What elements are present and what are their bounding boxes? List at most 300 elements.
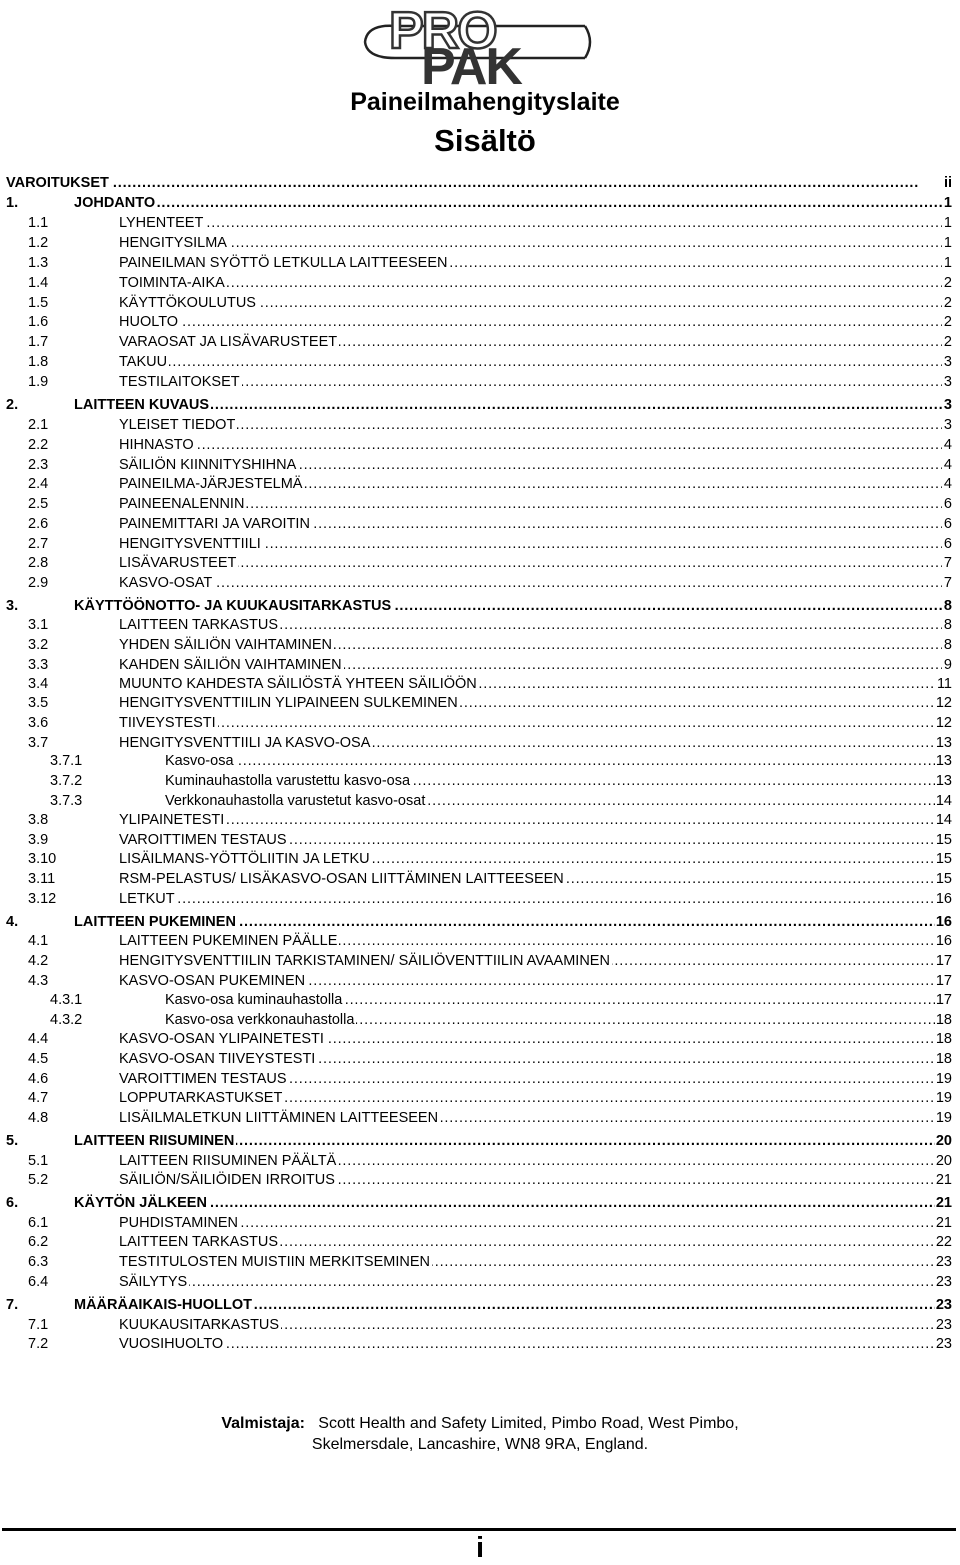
- toc-entry-title-text: YHDEN SÄILIÖN VAIHTAMINEN: [119, 637, 332, 653]
- toc-entry-title: [74, 396, 942, 415]
- toc-entry-title-text: Kasvo-osa kuminauhastolla: [165, 992, 343, 1008]
- toc-entry-title: [119, 1253, 942, 1272]
- toc-entry[interactable]: [0, 214, 960, 233]
- toc-entry[interactable]: [0, 616, 960, 635]
- toc-entry[interactable]: [0, 734, 960, 753]
- toc-entry[interactable]: [0, 792, 960, 811]
- toc-entry[interactable]: [0, 1089, 960, 1108]
- toc-entry-title: [119, 831, 942, 850]
- toc-entry-title: [119, 313, 942, 332]
- toc-entry-title-text: TOIMINTA-AIKA: [119, 275, 225, 291]
- toc-entry-title-text: TIIVEYSTESTI: [119, 715, 216, 731]
- toc-entry-number: 4.6: [28, 1071, 49, 1087]
- toc-entry-title-text: KÄYTTÖÖNOTTO- JA KUUKAUSITARKASTUS: [74, 598, 392, 614]
- toc-entry-number: 1.5: [28, 295, 49, 311]
- toc-entry-page: 18: [935, 1031, 952, 1047]
- toc-entry[interactable]: [0, 274, 960, 293]
- toc-entry-number: 1.: [6, 195, 19, 211]
- toc-entry-page: 8: [943, 617, 952, 633]
- toc-entry[interactable]: [0, 1273, 960, 1292]
- page-number: i: [475, 1532, 485, 1564]
- toc-entry-page: 2: [943, 314, 952, 330]
- toc-entry[interactable]: [0, 597, 960, 616]
- toc-entry[interactable]: [0, 831, 960, 850]
- toc-entry-number: 1.1: [28, 215, 49, 231]
- toc-entry-title: [165, 772, 942, 791]
- toc-entry-title-text: KASVO-OSAT: [119, 575, 213, 591]
- toc-entry-page: 21: [935, 1172, 952, 1188]
- toc-entry-number: 1.6: [28, 314, 49, 330]
- toc-entry-page: 21: [935, 1215, 952, 1231]
- toc-entry-number: 1.8: [28, 354, 49, 370]
- toc-entry-title-text: VAROITTIMEN TESTAUS: [119, 832, 287, 848]
- toc-entry[interactable]: [0, 714, 960, 733]
- toc-entry[interactable]: [0, 554, 960, 573]
- toc-entry-page: 3: [943, 397, 952, 413]
- toc-entry-title: [119, 890, 942, 909]
- toc-entry-page: 19: [935, 1090, 952, 1106]
- toc-entry-title: [119, 1152, 942, 1171]
- manufacturer-info: [0, 1413, 960, 1455]
- toc-entry-title-text: HUOLTO: [119, 314, 179, 330]
- toc-entry-page: 20: [935, 1153, 952, 1169]
- toc-entry-title: [119, 274, 942, 293]
- toc-entry-page: 15: [935, 871, 952, 887]
- toc-entry-page: 16: [935, 891, 952, 907]
- toc-entry-page: 15: [935, 832, 952, 848]
- toc-entry-number: 1.2: [28, 235, 49, 251]
- toc-entry[interactable]: [0, 675, 960, 694]
- toc-entry[interactable]: [0, 174, 960, 193]
- toc-entry-title: [119, 234, 942, 253]
- toc-entry-page: 4: [943, 437, 952, 453]
- toc-entry-page: 20: [935, 1133, 952, 1149]
- toc-entry-title: [119, 811, 942, 830]
- toc-entry[interactable]: [0, 234, 960, 253]
- toc-entry[interactable]: [0, 991, 960, 1010]
- toc-entry-number: 4.4: [28, 1031, 49, 1047]
- toc-entry[interactable]: [0, 333, 960, 352]
- toc-entry-title-text: HENGITYSVENTTIILI: [119, 536, 261, 552]
- toc-entry-number: 2.2: [28, 437, 49, 453]
- toc-entry-page: 11: [936, 676, 952, 692]
- toc-entry-page: 23: [935, 1254, 952, 1270]
- toc-entry-page: 1: [943, 195, 952, 211]
- toc-entry-title: [119, 574, 942, 593]
- toc-entry-title: [119, 495, 942, 514]
- toc-entry-title: [119, 535, 942, 554]
- toc-entry-number: 6.3: [28, 1254, 49, 1270]
- toc-entry-number: 1.9: [28, 374, 49, 390]
- toc-entry-page: 6: [943, 536, 952, 552]
- toc-entry[interactable]: [0, 1296, 960, 1315]
- toc-entry-title-text: LETKUT: [119, 891, 175, 907]
- toc-entry[interactable]: [0, 811, 960, 830]
- toc-entry-page: 23: [935, 1274, 952, 1290]
- toc-entry-title-text: SÄILIÖN/SÄILIÖIDEN IRROITUS: [119, 1172, 335, 1188]
- toc-entry-title: [119, 972, 942, 991]
- toc-entry-title-text: HENGITYSVENTTIILI JA KASVO-OSA: [119, 735, 371, 751]
- toc-entry-page: 17: [935, 992, 952, 1008]
- toc-entry-title-text: PUHDISTAMINEN: [119, 1215, 238, 1231]
- toc-entry-page: 12: [935, 695, 952, 711]
- toc-entry-number: 1.4: [28, 275, 49, 291]
- toc-entry-page: 13: [935, 753, 952, 769]
- toc-entry[interactable]: [0, 932, 960, 951]
- toc-entry-page: 15: [935, 851, 952, 867]
- toc-entry-number: 2.: [6, 397, 19, 413]
- toc-entry-page: 23: [935, 1317, 952, 1333]
- toc-entry-title-text: MUUNTO KAHDESTA SÄILIÖSTÄ YHTEEN SÄILIÖÖN: [119, 676, 477, 692]
- toc-entry-page: 1: [943, 235, 952, 251]
- toc-entry-title-text: KUUKAUSITARKASTUS: [119, 1317, 280, 1333]
- toc-entry-title-text: LAITTEEN KUVAUS: [74, 397, 210, 413]
- toc-entry-title-text: KAHDEN SÄILIÖN VAIHTAMINEN: [119, 657, 342, 673]
- toc-entry-title-text: KASVO-OSAN TIIVEYSTESTI: [119, 1051, 316, 1067]
- toc-entry-number: 3.6: [28, 715, 49, 731]
- toc-entry[interactable]: [0, 1233, 960, 1252]
- toc-entry-title: [119, 1089, 942, 1108]
- toc-entry-title: [119, 1171, 942, 1190]
- toc-entry[interactable]: [0, 373, 960, 392]
- toc-entry-title-text: LAITTEEN PUKEMINEN: [74, 914, 236, 930]
- toc-entry-title: [119, 294, 942, 313]
- toc-entry-number: 4.7: [28, 1090, 49, 1106]
- toc-entry-title-text: VUOSIHUOLTO: [119, 1336, 224, 1352]
- toc-entry-title-text: YLEISET TIEDOT: [119, 417, 236, 433]
- toc-entry-title: [119, 694, 942, 713]
- toc-entry-title: [74, 1194, 942, 1213]
- toc-entry-title: [74, 194, 942, 213]
- toc-entry-page: 18: [935, 1051, 952, 1067]
- toc-entry-page: 19: [935, 1071, 952, 1087]
- toc-entry[interactable]: [0, 1171, 960, 1190]
- toc-entry-number: 2.1: [28, 417, 49, 433]
- toc-entry-page: 17: [935, 973, 952, 989]
- toc-entry-number: 6.4: [28, 1274, 49, 1290]
- toc-entry-title-text: YLIPAINETESTI: [119, 812, 225, 828]
- toc-entry-title-text: LOPPUTARKASTUKSET: [119, 1090, 283, 1106]
- toc-entry[interactable]: [0, 1152, 960, 1171]
- toc-entry-number: 4.3: [28, 973, 49, 989]
- toc-entry-title: [119, 373, 942, 392]
- manufacturer-address-line1: Scott Health and Safety Limited, Pimbo Road, West Pimbo,: [318, 1415, 739, 1432]
- toc-entry-title-text: LAITTEEN PUKEMINEN PÄÄLLE: [119, 933, 338, 949]
- manufacturer-label: Valmistaja:: [221, 1415, 305, 1432]
- toc-entry-page: 4: [943, 476, 952, 492]
- toc-entry-title-text: JOHDANTO: [74, 195, 156, 211]
- toc-entry-title: [119, 554, 942, 573]
- toc-entry-title: [74, 1132, 942, 1151]
- toc-entry-number: 4.: [6, 914, 19, 930]
- toc-entry[interactable]: [0, 1050, 960, 1069]
- toc-entry-number: 3.10: [28, 851, 57, 867]
- toc-entry[interactable]: [0, 353, 960, 372]
- toc-entry-title-text: MÄÄRÄAIKAIS-HUOLLOT: [74, 1297, 253, 1313]
- toc-entry[interactable]: [0, 1132, 960, 1151]
- toc-entry-title: [119, 1273, 942, 1292]
- toc-entry-title: [119, 616, 942, 635]
- toc-entry-title-text: RSM-PELASTUS/ LISÄKASVO-OSAN LIITTÄMINEN LAITTEESEEN: [119, 871, 564, 887]
- toc-entry-title: [119, 714, 942, 733]
- toc-entry-page: 1: [943, 215, 952, 231]
- toc-entry[interactable]: [0, 456, 960, 475]
- toc-entry[interactable]: [0, 850, 960, 869]
- toc-entry-page: 6: [943, 516, 952, 532]
- toc-entry-page: 3: [943, 354, 952, 370]
- toc-entry[interactable]: [0, 1214, 960, 1233]
- toc-entry-number: 7.: [6, 1297, 19, 1313]
- toc-entry[interactable]: [0, 1335, 960, 1354]
- toc-entry-number: 6.: [6, 1195, 19, 1211]
- toc-entry-title: [119, 353, 942, 372]
- toc-entry[interactable]: [0, 535, 960, 554]
- document-title: Paineilmahengityslaite: [350, 88, 620, 116]
- toc-entry-title-text: LYHENTEET: [119, 215, 204, 231]
- toc-entry-page: 14: [935, 812, 952, 828]
- toc-entry-title: [119, 416, 942, 435]
- toc-entry-page: 17: [935, 953, 952, 969]
- toc-entry-page: 23: [935, 1336, 952, 1352]
- toc-entry-page: 12: [935, 715, 952, 731]
- toc-entry-title-text: TESTITULOSTEN MUISTIIN MERKITSEMINEN: [119, 1254, 430, 1270]
- toc-entry-page: 16: [935, 933, 952, 949]
- toc-entry-title: [119, 656, 942, 675]
- toc-entry-page: 13: [935, 773, 952, 789]
- toc-entry-number: 2.5: [28, 496, 49, 512]
- toc-entry-page: 23: [935, 1297, 952, 1313]
- toc-entry-title-text: TAKUU: [119, 354, 168, 370]
- toc-entry-title: [119, 1050, 942, 1069]
- toc-entry[interactable]: [0, 574, 960, 593]
- toc-entry-title-text: LISÄILMANS-YÖTTÖLIITIN JA LETKU: [119, 851, 370, 867]
- toc-entry-title: [119, 515, 942, 534]
- toc-entry[interactable]: [0, 752, 960, 771]
- toc-entry-number: 3.3: [28, 657, 49, 673]
- toc-entry[interactable]: [0, 1253, 960, 1272]
- toc-entry-title: [6, 174, 942, 193]
- toc-entry-title: [74, 913, 942, 932]
- toc-entry-page: 18: [935, 1012, 952, 1028]
- toc-entry-title-text: KÄYTÖN JÄLKEEN: [74, 1195, 207, 1211]
- toc-entry-number: 3.: [6, 598, 19, 614]
- toc-entry-title-text: VARAOSAT JA LISÄVARUSTEET: [119, 334, 338, 350]
- toc-entry[interactable]: [0, 515, 960, 534]
- toc-entry[interactable]: [0, 972, 960, 991]
- toc-entry-number: 1.3: [28, 255, 49, 271]
- toc-entry-number: 2.4: [28, 476, 49, 492]
- toc-entry-number: 5.: [6, 1133, 19, 1149]
- toc-entry-page: 2: [943, 334, 952, 350]
- toc-entry[interactable]: [0, 416, 960, 435]
- toc-entry-page: 3: [943, 417, 952, 433]
- toc-entry-title: [119, 734, 942, 753]
- toc-entry[interactable]: [0, 952, 960, 971]
- toc-entry-title-text: KASVO-OSAN YLIPAINETESTI: [119, 1031, 324, 1047]
- toc-entry-number: 4.5: [28, 1051, 49, 1067]
- toc-entry-title-text: VAROITUKSET: [6, 175, 109, 191]
- toc-entry[interactable]: [0, 694, 960, 713]
- toc-entry-number: 3.5: [28, 695, 49, 711]
- toc-entry-number: 3.7.1: [50, 753, 83, 769]
- toc-entry-title-text: VAROITTIMEN TESTAUS: [119, 1071, 287, 1087]
- toc-entry-title: [119, 1316, 942, 1335]
- toc-entry-number: 2.6: [28, 516, 49, 532]
- toc-entry-title-text: Verkkonauhastolla varustetut kasvo-osat: [165, 793, 426, 809]
- toc-entry-title-text: LAITTEEN RIISUMINEN: [74, 1133, 235, 1149]
- toc-entry-title-text: HENGITYSVENTTIILIN YLIPAINEEN SULKEMINEN: [119, 695, 458, 711]
- toc-entry-number: 3.7: [28, 735, 49, 751]
- toc-entry-number: 5.2: [28, 1172, 49, 1188]
- toc-entry-title: [165, 752, 942, 771]
- toc-entry-page: 22: [935, 1234, 952, 1250]
- toc-entry-title-text: PAINEMITTARI JA VAROITIN: [119, 516, 310, 532]
- toc-entry-number: 4.2: [28, 953, 49, 969]
- toc-entry[interactable]: [0, 913, 960, 932]
- toc-entry-number: 3.7.2: [50, 773, 83, 789]
- toc-entry[interactable]: [0, 890, 960, 909]
- toc-entry[interactable]: [0, 1316, 960, 1335]
- toc-entry-page: 8: [943, 598, 952, 614]
- toc-entry-number: 7.1: [28, 1317, 49, 1333]
- toc-entry-page: 2: [943, 295, 952, 311]
- footer-rule: [2, 1528, 956, 1531]
- toc-entry-title: [119, 333, 942, 352]
- toc-entry[interactable]: [0, 495, 960, 514]
- toc-entry-title-text: LISÄILMALETKUN LIITTÄMINEN LAITTEESEEN: [119, 1110, 439, 1126]
- toc-entry[interactable]: [0, 313, 960, 332]
- toc-entry-title: [119, 475, 942, 494]
- toc-entry-number: 2.9: [28, 575, 49, 591]
- toc-entry[interactable]: [0, 254, 960, 273]
- toc-entry-title-text: HENGITYSILMA: [119, 235, 227, 251]
- toc-entry-page: 14: [935, 793, 952, 809]
- toc-entry-title-text: HENGITYSVENTTIILIN TARKISTAMINEN/ SÄILIÖVENTTIILIN AVAAMINEN: [119, 953, 610, 969]
- toc-entry-page: 21: [935, 1195, 952, 1211]
- toc-entry-title-text: LAITTEEN TARKASTUS: [119, 617, 278, 633]
- toc-entry-title-text: KÄYTTÖKOULUTUS: [119, 295, 256, 311]
- toc-entry-page: 2: [943, 275, 952, 291]
- toc-entry-title: [119, 932, 942, 951]
- toc-entry-title: [165, 792, 942, 811]
- svg-text:PRO: PRO: [389, 2, 496, 60]
- toc-entry-page: 7: [943, 555, 952, 571]
- toc-entry-title: [119, 1233, 942, 1252]
- toc-entry[interactable]: [0, 870, 960, 889]
- toc-entry-number: 3.12: [28, 891, 57, 907]
- toc-entry-number: 2.3: [28, 457, 49, 473]
- toc-entry-number: 3.7.3: [50, 793, 83, 809]
- toc-entry-number: 4.3.1: [50, 992, 83, 1008]
- toc-entry-title: [119, 254, 942, 273]
- toc-entry-title: [119, 1335, 942, 1354]
- toc-entry-title: [119, 214, 942, 233]
- toc-entry-number: 4.1: [28, 933, 49, 949]
- toc-entry-page: 4: [943, 457, 952, 473]
- toc-entry[interactable]: [0, 1109, 960, 1128]
- toc-entry-title-text: PAINEENALENNIN: [119, 496, 245, 512]
- toc-entry-page: 6: [943, 496, 952, 512]
- toc-entry-title-text: Kasvo-osa: [165, 753, 234, 769]
- toc-entry-title: [119, 456, 942, 475]
- toc-entry-title: [74, 597, 942, 616]
- toc-entry[interactable]: [0, 636, 960, 655]
- svg-text:PAK: PAK: [421, 38, 521, 88]
- toc-entry-title: [119, 850, 942, 869]
- toc-entry-number: 4.3.2: [50, 1012, 83, 1028]
- toc-entry-title-text: LISÄVARUSTEET: [119, 555, 237, 571]
- toc-entry[interactable]: [0, 294, 960, 313]
- toc-entry[interactable]: [0, 772, 960, 791]
- toc-entry-number: 1.7: [28, 334, 49, 350]
- toc-entry-title: [165, 991, 942, 1010]
- toc-entry-title: [119, 1214, 942, 1233]
- toc-entry-page: 13: [935, 735, 952, 751]
- toc-entry-title: [119, 1030, 942, 1049]
- toc-entry-number: 3.2: [28, 637, 49, 653]
- toc-entry-title-text: Kasvo-osa verkkonauhastolla: [165, 1012, 355, 1028]
- toc-entry-title-text: PAINEILMA-JÄRJESTELMÄ: [119, 476, 303, 492]
- toc-entry-page: ii: [943, 175, 952, 191]
- toc-entry-page: 1: [943, 255, 952, 271]
- toc-entry-title: [119, 870, 942, 889]
- toc-entry[interactable]: [0, 1194, 960, 1213]
- toc-entry-title-text: HIHNASTO: [119, 437, 194, 453]
- toc-entry-number: 6.1: [28, 1215, 49, 1231]
- toc-entry-number: 6.2: [28, 1234, 49, 1250]
- manufacturer-address-line2: Skelmersdale, Lancashire, WN8 9RA, England.: [311, 1436, 649, 1453]
- toc-entry-title-text: LAITTEEN RIISUMINEN PÄÄLTÄ: [119, 1153, 337, 1169]
- toc-entry[interactable]: [0, 194, 960, 213]
- toc-entry-number: 2.8: [28, 555, 49, 571]
- toc-entry-title: [119, 436, 942, 455]
- toc-entry[interactable]: [0, 656, 960, 675]
- toc-entry-page: 9: [943, 657, 952, 673]
- toc-entry-title-text: Kuminauhastolla varustettu kasvo-osa: [165, 773, 411, 789]
- toc-entry[interactable]: [0, 1030, 960, 1049]
- toc-entry-title: [119, 1070, 942, 1089]
- toc-entry-title-text: LAITTEEN TARKASTUS: [119, 1234, 278, 1250]
- toc-entry-title: [119, 636, 942, 655]
- contents-heading: Sisältö: [434, 123, 536, 158]
- toc-entry-number: 3.4: [28, 676, 49, 692]
- toc-entry-title-text: PAINEILMAN SYÖTTÖ LETKULLA LAITTEESEEN: [119, 255, 448, 271]
- toc-entry-page: 8: [943, 637, 952, 653]
- toc-entry-number: 2.7: [28, 536, 49, 552]
- toc-entry-number: 3.8: [28, 812, 49, 828]
- toc-entry[interactable]: [0, 1070, 960, 1089]
- toc-entry-page: 7: [943, 575, 952, 591]
- toc-entry[interactable]: [0, 1011, 960, 1030]
- toc-entry-number: 3.11: [28, 871, 56, 887]
- toc-entry[interactable]: [0, 436, 960, 455]
- toc-entry-page: 19: [935, 1110, 952, 1126]
- toc-entry-number: 7.2: [28, 1336, 49, 1352]
- toc-entry-title-text: SÄILYTYS: [119, 1274, 188, 1290]
- toc-entry[interactable]: [0, 396, 960, 415]
- toc-entry-page: 3: [943, 374, 952, 390]
- toc-entry-number: 5.1: [28, 1153, 49, 1169]
- toc-entry-title: [119, 952, 942, 971]
- toc-entry-title-text: SÄILIÖN KIINNITYSHIHNA: [119, 457, 297, 473]
- toc-entry-number: 4.8: [28, 1110, 49, 1126]
- toc-entry-title: [74, 1296, 942, 1315]
- toc-entry-number: 3.9: [28, 832, 49, 848]
- toc-entry-page: 16: [935, 914, 952, 930]
- toc-entry-title: [119, 675, 942, 694]
- toc-entry-title: [119, 1109, 942, 1128]
- toc-entry[interactable]: [0, 475, 960, 494]
